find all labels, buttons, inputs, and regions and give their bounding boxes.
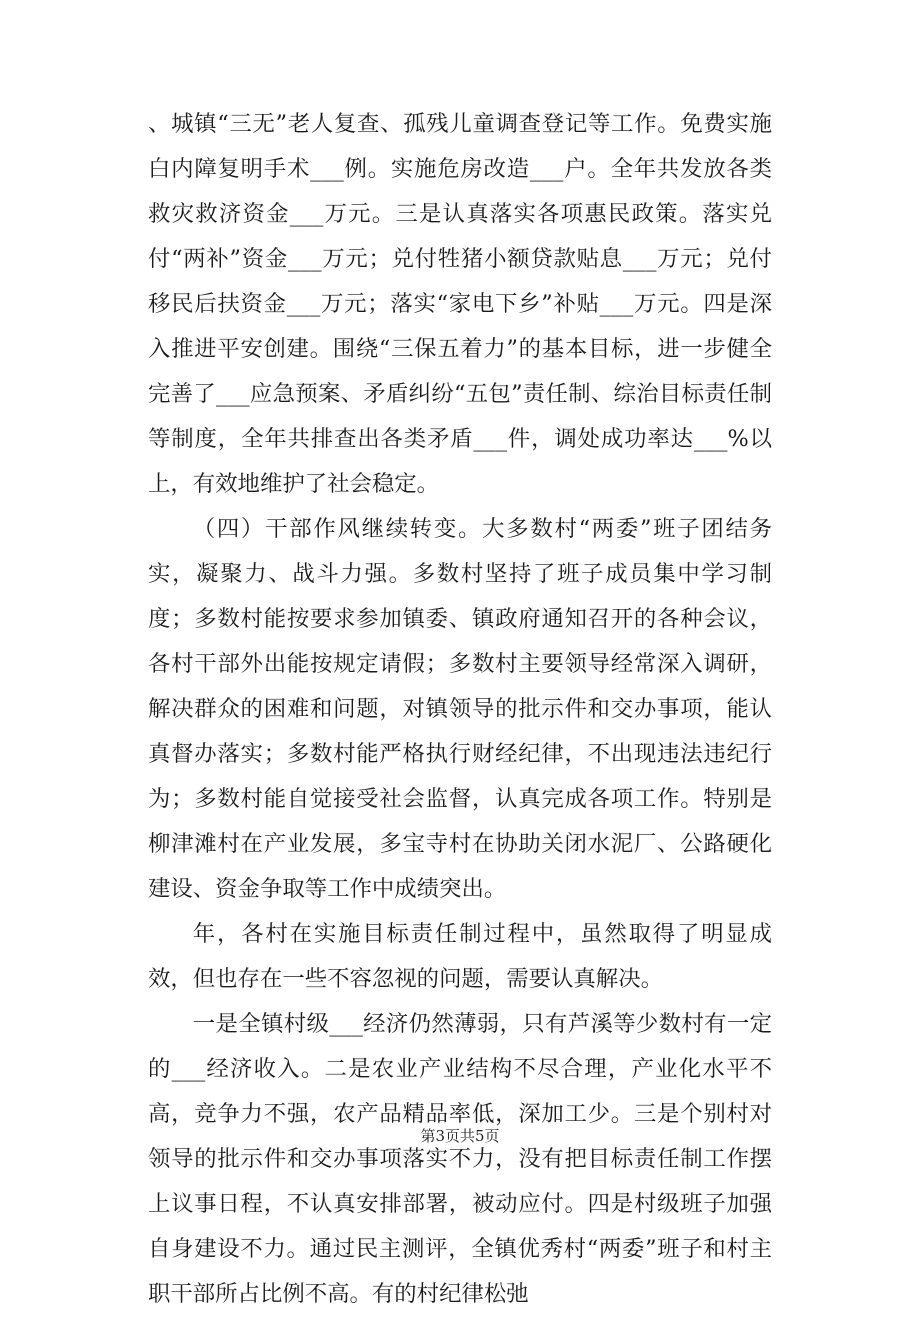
paragraph-cadre-style: （四）干部作风继续转变。大多数村“两委”班子团结务实，凝聚力、战斗力强。多数村坚持了班子成员集中学习制度；多数村能按要求参加镇委、镇政府通知召开的各种会议，各村干部外出能按规定请假；多数村主要领导经常深入调研，解决群众的困难和问题，对镇领导的批示件和交办事项，能认真督办落实；多数村能严格执行财经纪律，不出现违法违纪行为；多数村能自觉接受社会监督，认真完成各项工作。特别是柳津滩村在产业发展，多宝寺村在协助关闭水泥厂、公路硬化建设、资金争取等工作中成绩突出。 (148, 516, 772, 902)
page-number-footer: 第3页共5页 (420, 1127, 500, 1145)
paragraph-continued-social-affairs: 、城镇“三无”老人复查、孤残儿童调查登记等工作。免费实施白内障复明手术___例。实施危房改造___户。全年共发放各类救灾救济资金___万元。三是认真落实各项惠民政策。落实兑付“两补”资金___万元；兑付牲猪小额贷款贴息___万元；兑付移民后扶资金___万元；落实“家电下乡”补贴___万元。四是深入推进平安创建。围绕“三保五着力”的基本目标，进一步健全完善了___应急预案、矛盾纠纷“五包”责任制、综治目标责任制等制度，全年共排查出各类矛盾___件，调处成功率达___%以上，有效地维护了社会稳定。 (148, 111, 772, 497)
paragraph-problems-list: 一是全镇村级___经济仍然薄弱，只有芦溪等少数村有一定的___经济收入。二是农业产业结构不尽合理，产业化水平不高，竞争力不强，农产品精品率低，深加工少。三是个别村对领导的批示件和交办事项落实不力，没有把目标责任制工作摆上议事日程，不认真安排部署，被动应付。四是村级班子加强自身建设不力。通过民主测评，全镇优秀村“两委”班子和村主职干部所占比例不高。有的村纪律松弛 (148, 1011, 772, 1307)
paragraph-problems-intro: 年，各村在实施目标责任制过程中，虽然取得了明显成效，但也存在一些不容忽视的问题，需要认真解决。 (148, 921, 772, 992)
